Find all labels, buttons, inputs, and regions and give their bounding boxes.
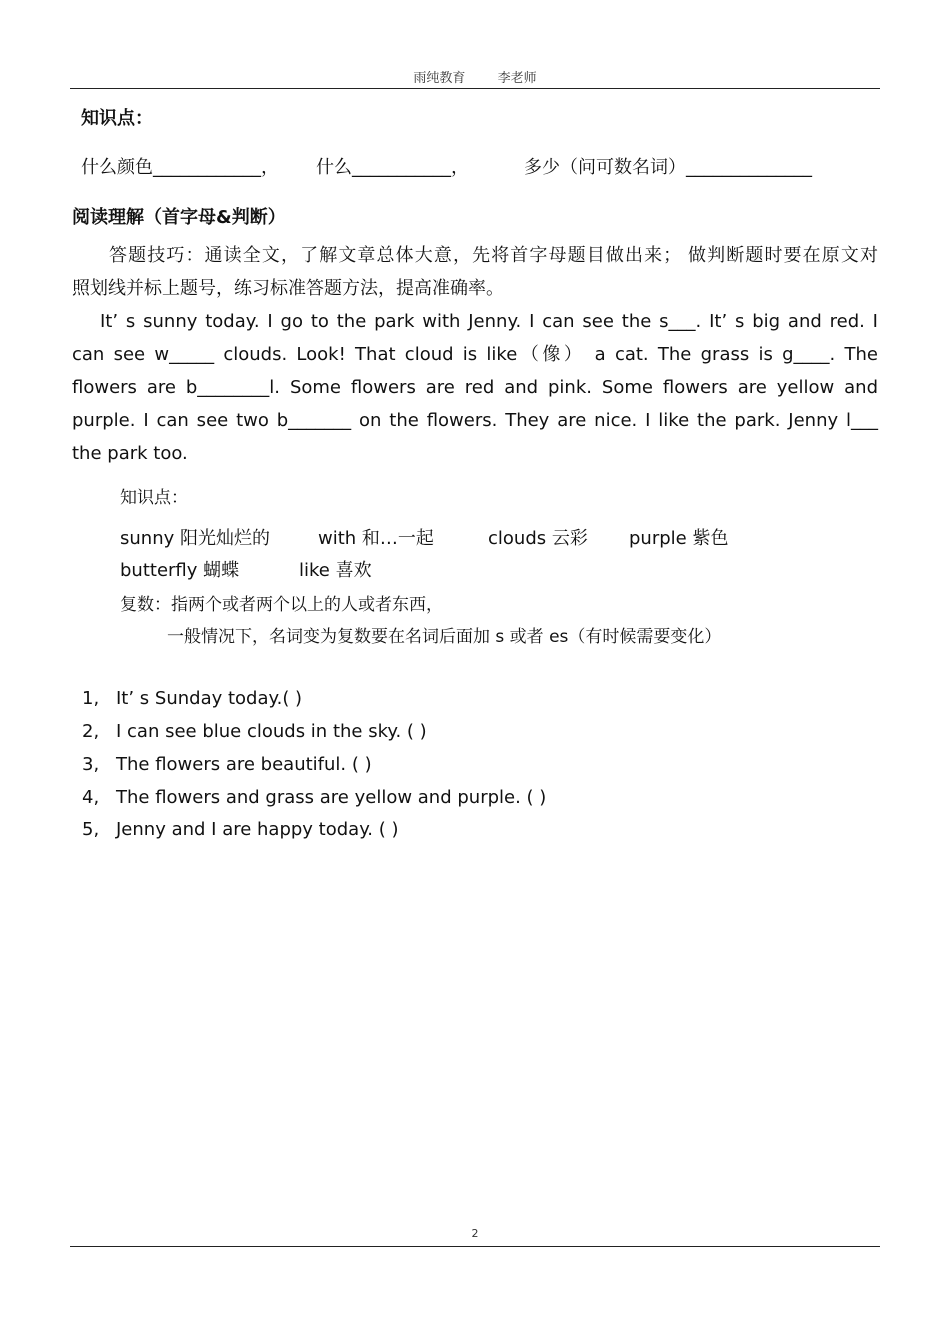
page-number: 2: [471, 1227, 479, 1240]
knowledge-title: 知识点：: [81, 108, 153, 129]
vocab-title: 知识点：: [120, 488, 188, 508]
question-item: [82, 787, 546, 808]
tips-line-1: 答题技巧：通读全文，了解文章总体大意，先将首字母题目做出来； 做判断题时要在原文对: [109, 245, 878, 266]
vocab-butterfly: butterfly 蝴蝶: [120, 560, 240, 581]
knowledge-what-blank: 什么___________，: [316, 157, 469, 178]
question-item: [82, 688, 302, 709]
passage-line-2: can see w_____ clouds. Look! That cloud is like（像） a cat. The grass is g____. The: [72, 344, 878, 365]
reading-title: 阅读理解（首字母&判断）: [72, 207, 286, 228]
tips-paragraph: [72, 239, 878, 305]
plural-rule: 一般情况下，名词变为复数要在名词后面加 s 或者 es（有时候需要变化）: [167, 627, 722, 647]
question-text: I can see blue clouds in the sky. ( ): [116, 721, 427, 742]
question-number: 3,: [82, 754, 100, 775]
page-header: [0, 67, 950, 86]
question-number: 4,: [82, 787, 100, 808]
passage-line-1: It’ s sunny today. I go to the park with Jenny. I can see the s___. It’ s big and red. I: [100, 311, 878, 332]
question-text: Jenny and I are happy today. ( ): [116, 819, 399, 840]
question-number: 2,: [82, 721, 100, 742]
header-teacher: 李老师: [497, 71, 537, 86]
question-text: The flowers and grass are yellow and purple. ( ): [116, 787, 547, 808]
plural-definition: 复数：指两个或者两个以上的人或者东西，: [120, 595, 443, 615]
question-item: [82, 819, 399, 840]
vocab-clouds: clouds 云彩: [488, 528, 588, 549]
question-number: 5,: [82, 819, 100, 840]
vocab-with: with 和…一起: [318, 528, 434, 549]
knowledge-howmany-blank: 多少（问可数名词）______________: [524, 157, 812, 178]
question-number: 1,: [82, 688, 100, 709]
question-text: It’ s Sunday today.( ): [116, 688, 303, 709]
question-item: [82, 721, 427, 742]
vocab-like: like 喜欢: [299, 560, 372, 581]
knowledge-color-blank: 什么颜色____________，: [81, 157, 279, 178]
question-item: [82, 754, 372, 775]
vocab-purple: purple 紫色: [629, 528, 729, 549]
passage-line-5: the park too.: [72, 443, 188, 464]
question-text: The flowers are beautiful. ( ): [116, 754, 372, 775]
passage-line-4: purple. I can see two b_______ on the flowers. They are nice. I like the park. Jenny l___: [72, 410, 878, 431]
vocab-sunny: sunny 阳光灿烂的: [120, 528, 270, 549]
reading-passage: [72, 305, 878, 470]
tips-line-2: 照划线并标上题号，练习标准答题方法，提高准确率。: [72, 278, 504, 299]
header-rule: [70, 88, 880, 89]
header-org: 雨纯教育: [413, 71, 466, 86]
footer-rule: [70, 1246, 880, 1247]
passage-line-3: flowers are b________l. Some flowers are red and pink. Some flowers are yellow and: [72, 377, 878, 398]
